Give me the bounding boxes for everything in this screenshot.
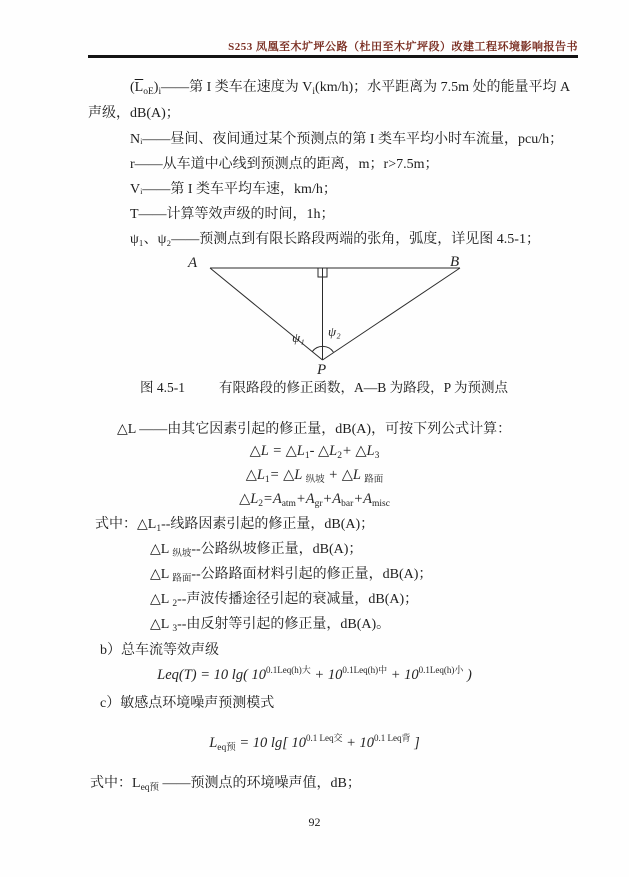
where-clause-slope: △L $_{纵坡}$--公路纵坡修正量，dB(A)； [150,542,363,559]
angle-psi2-label: ψ₂ [328,324,341,339]
vertex-b-label: B [450,254,460,270]
angle-psi1-label: ψ₁ [292,330,305,345]
definition-t: T——计算等效声级的时间，1h； [130,207,335,222]
page-header-title: S253 凤凰至木圹坪公路（杜田至木圹坪段）改建工程环境影响报告书 [228,41,578,53]
equation-leq-total: Leq(T) = 10 lg( $10^{0.1Leq(h)大} + 10^{0.1Leq(h)中} + 10^{0.1Leq(h)小}$ ) [157,665,472,683]
equation-delta-l: △L = $\triangle L_1-$ $\triangle L_2+$ $\triangle L_3$ [249,443,380,461]
definition-loe-wrap: 声级，dB(A)； [88,106,180,121]
figure-caption-text: 有限路段的修正函数，A—B 为路段，P 为预测点 [219,380,509,395]
vertex-a-label: A [188,255,198,271]
where-clause-surface: △L $_{路面}$--公路路面材料引起的修正量，dB(A)； [150,567,433,584]
definition-loe: $(\overline{L}_{oE})_i——$第 I 类车在速度为 $V_i(km/h)$；水平距离为 7.5m 处的能量平均 A [130,80,571,97]
where-clause-leq-prediction: 式中：$L_{eq预}$ ——预测点的环境噪声值，dB； [90,776,361,793]
definition-r: r——从车道中心线到预测点的距离，m；r>7.5m； [130,157,439,172]
where-clause-l2: △L $_2$--声波传播途径引起的衰减量，dB(A)； [150,592,419,609]
figure-caption [140,378,508,398]
section-c-heading: c）敏感点环境噪声预测模式 [100,696,275,711]
section-b-heading: b）总车流等效声级 [100,643,219,658]
page-number: 92 [308,815,321,829]
vertex-p-label: P [317,362,327,376]
triangle-diagram [180,252,470,376]
definition-psi: ψ₁、ψ₂——预测点到有限长路段两端的张角，弧度，详见图 4.5-1； [130,232,540,247]
delta-l-intro: △L ——由其它因素引起的修正量，dB(A)，可按下列公式计算： [117,422,512,437]
header-rule [88,55,578,58]
equation-leq-prediction: $L_{eq预} = 10$ lg[ $10^{0.1 Leq交} + 10^{0.1 Leq背}$ ] [209,733,420,753]
equation-delta-l1: $\triangle L_1=$ △L $_{纵坡}$ + △L $_{路面}$ [245,467,384,485]
definition-vi: Vᵢ——第 I 类车平均车速，km/h； [130,182,337,197]
segment-bp [323,268,461,360]
equation-delta-l2: $\triangle L_2=A_{atm}+A_{gr}+A_{bar}+A_{misc}$ [239,491,390,509]
definition-ni: Nᵢ——昼间、夜间通过某个预测点的第 I 类车平均小时车流量，pcu/h； [130,132,564,147]
figure-caption-number: 图 4.5-1 [140,380,185,395]
segment-ap [210,268,323,360]
where-clause-l3: △L $_3$--由反射等引起的修正量，dB(A)。 [150,617,391,634]
where-clause-l1: 式中：$\triangle L_1--$线路因素引起的修正量，dB(A)； [95,517,375,534]
